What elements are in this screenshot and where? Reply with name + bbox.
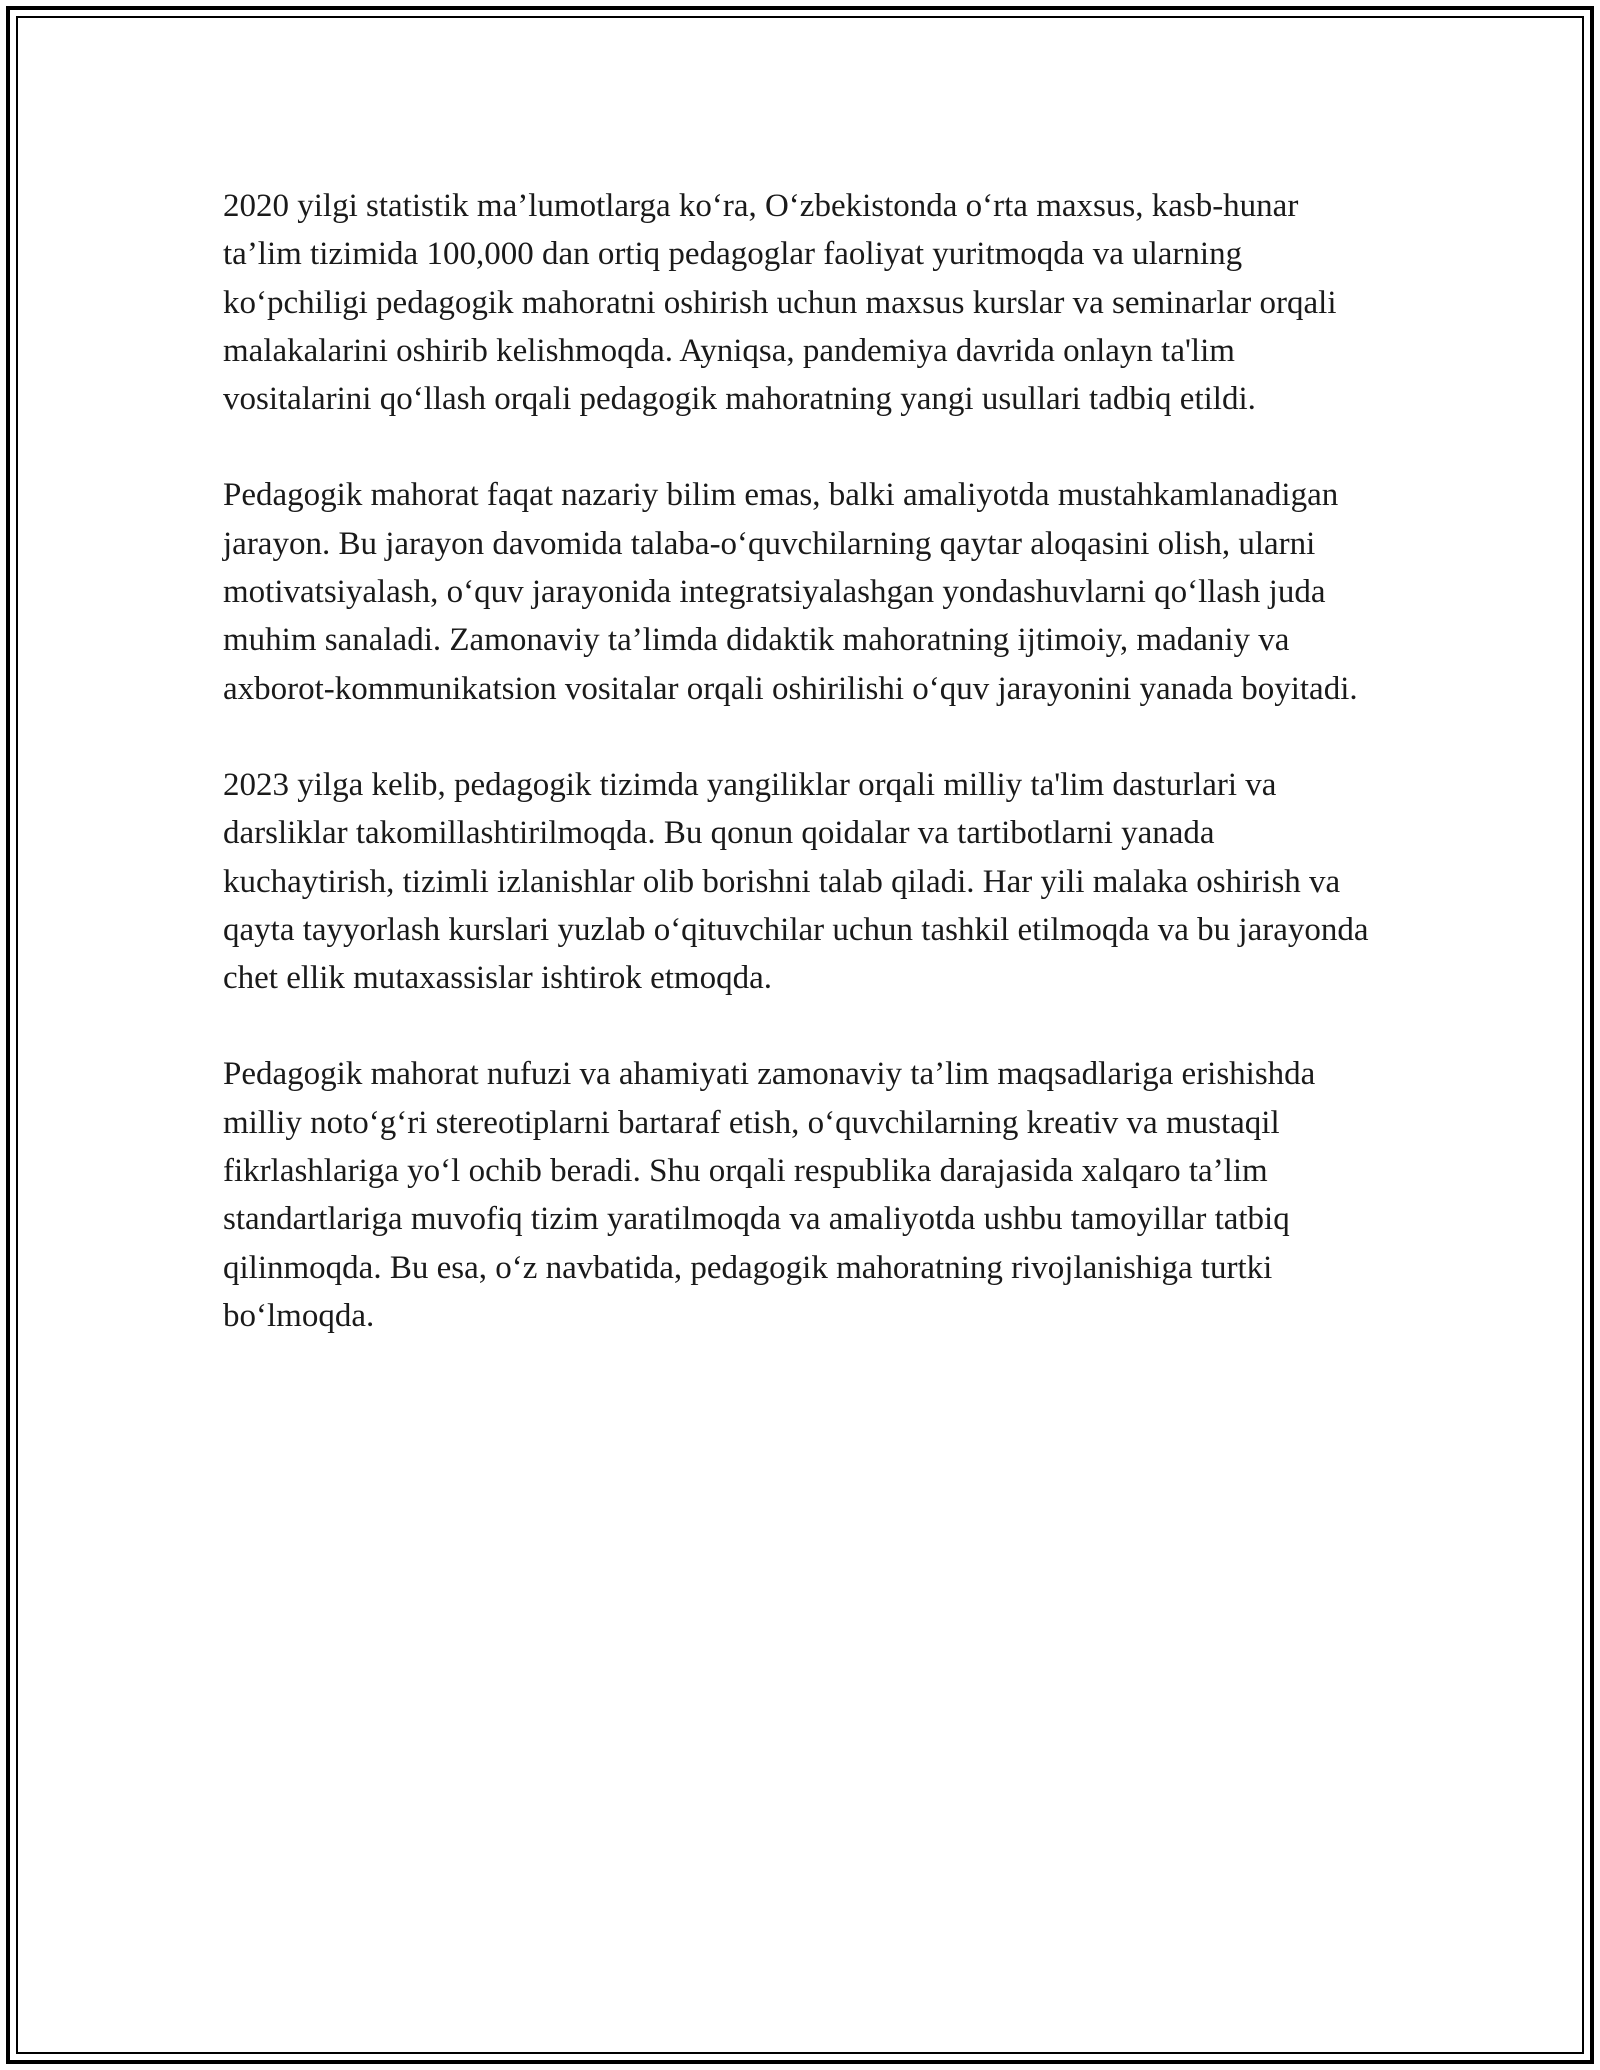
paragraph-3: 2023 yilga kelib, pedagogik tizimda yangiliklar orqali milliy ta'lim dasturlari va darsliklar takomillashtirilmoqda. Bu qonun qoidalar va tartibotlarni yanada kuchaytirish, tizimli izlanishlar olib borishni talab qiladi. Har yili malaka oshirish va qayta tayyorlash kurslari yuzlab o‘qituvchilar uchun tashkil etilmoqda va bu jarayonda chet ellik mutaxassislar ishtirok etmoqda. xyxy=(223,766,1369,997)
document-body xyxy=(223,182,1383,1388)
paragraph-4: Pedagogik mahorat nufuzi va ahamiyati zamonaviy ta’lim maqsadlariga erishishda milliy noto‘g‘ri stereotiplarni bartaraf etish, o‘quvchilarning kreativ va mustaqil fikrlashlariga yo‘l ochib beradi. Shu orqali respublika darajasida xalqaro ta’lim standartlariga muvofiq tizim yaratilmoqda va amaliyotda ushbu tamoyillar tatbiq qilinmoqda. Bu esa, o‘z navbatida, pedagogik mahoratning rivojlanishiga turtki bo‘lmoqda. xyxy=(223,1056,1316,1334)
paragraph-2: Pedagogik mahorat faqat nazariy bilim emas, balki amaliyotda mustahkamlanadigan jarayon. Bu jarayon davomida talaba-o‘quvchilarning qaytar aloqasini olish, ularni motivatsiyalash, o‘quv jarayonida integratsiyalashgan yondashuvlarni qo‘llash juda muhim sanaladi. Zamonaviy ta’limda didaktik mahoratning ijtimoiy, madaniy va axborot-kommunikatsion vositalar orqali oshirilishi o‘quv jarayonini yanada boyitadi. xyxy=(223,477,1358,707)
paragraph-1: 2020 yilgi statistik ma’lumotlarga ko‘ra, O‘zbekistonda o‘rta maxsus, kasb-hunar ta’lim tizimida 100,000 dan ortiq pedagoglar faoliyat yuritmoqda va ularning ko‘pchiligi pedagogik mahoratni oshirish uchun maxsus kurslar va seminarlar orqali malakalarini oshirib kelishmoqda. Ayniqsa, pandemiya davrida onlayn ta'lim vositalarini qo‘llash orqali pedagogik mahoratning yangi usullari tadbiq etildi. xyxy=(223,188,1337,418)
